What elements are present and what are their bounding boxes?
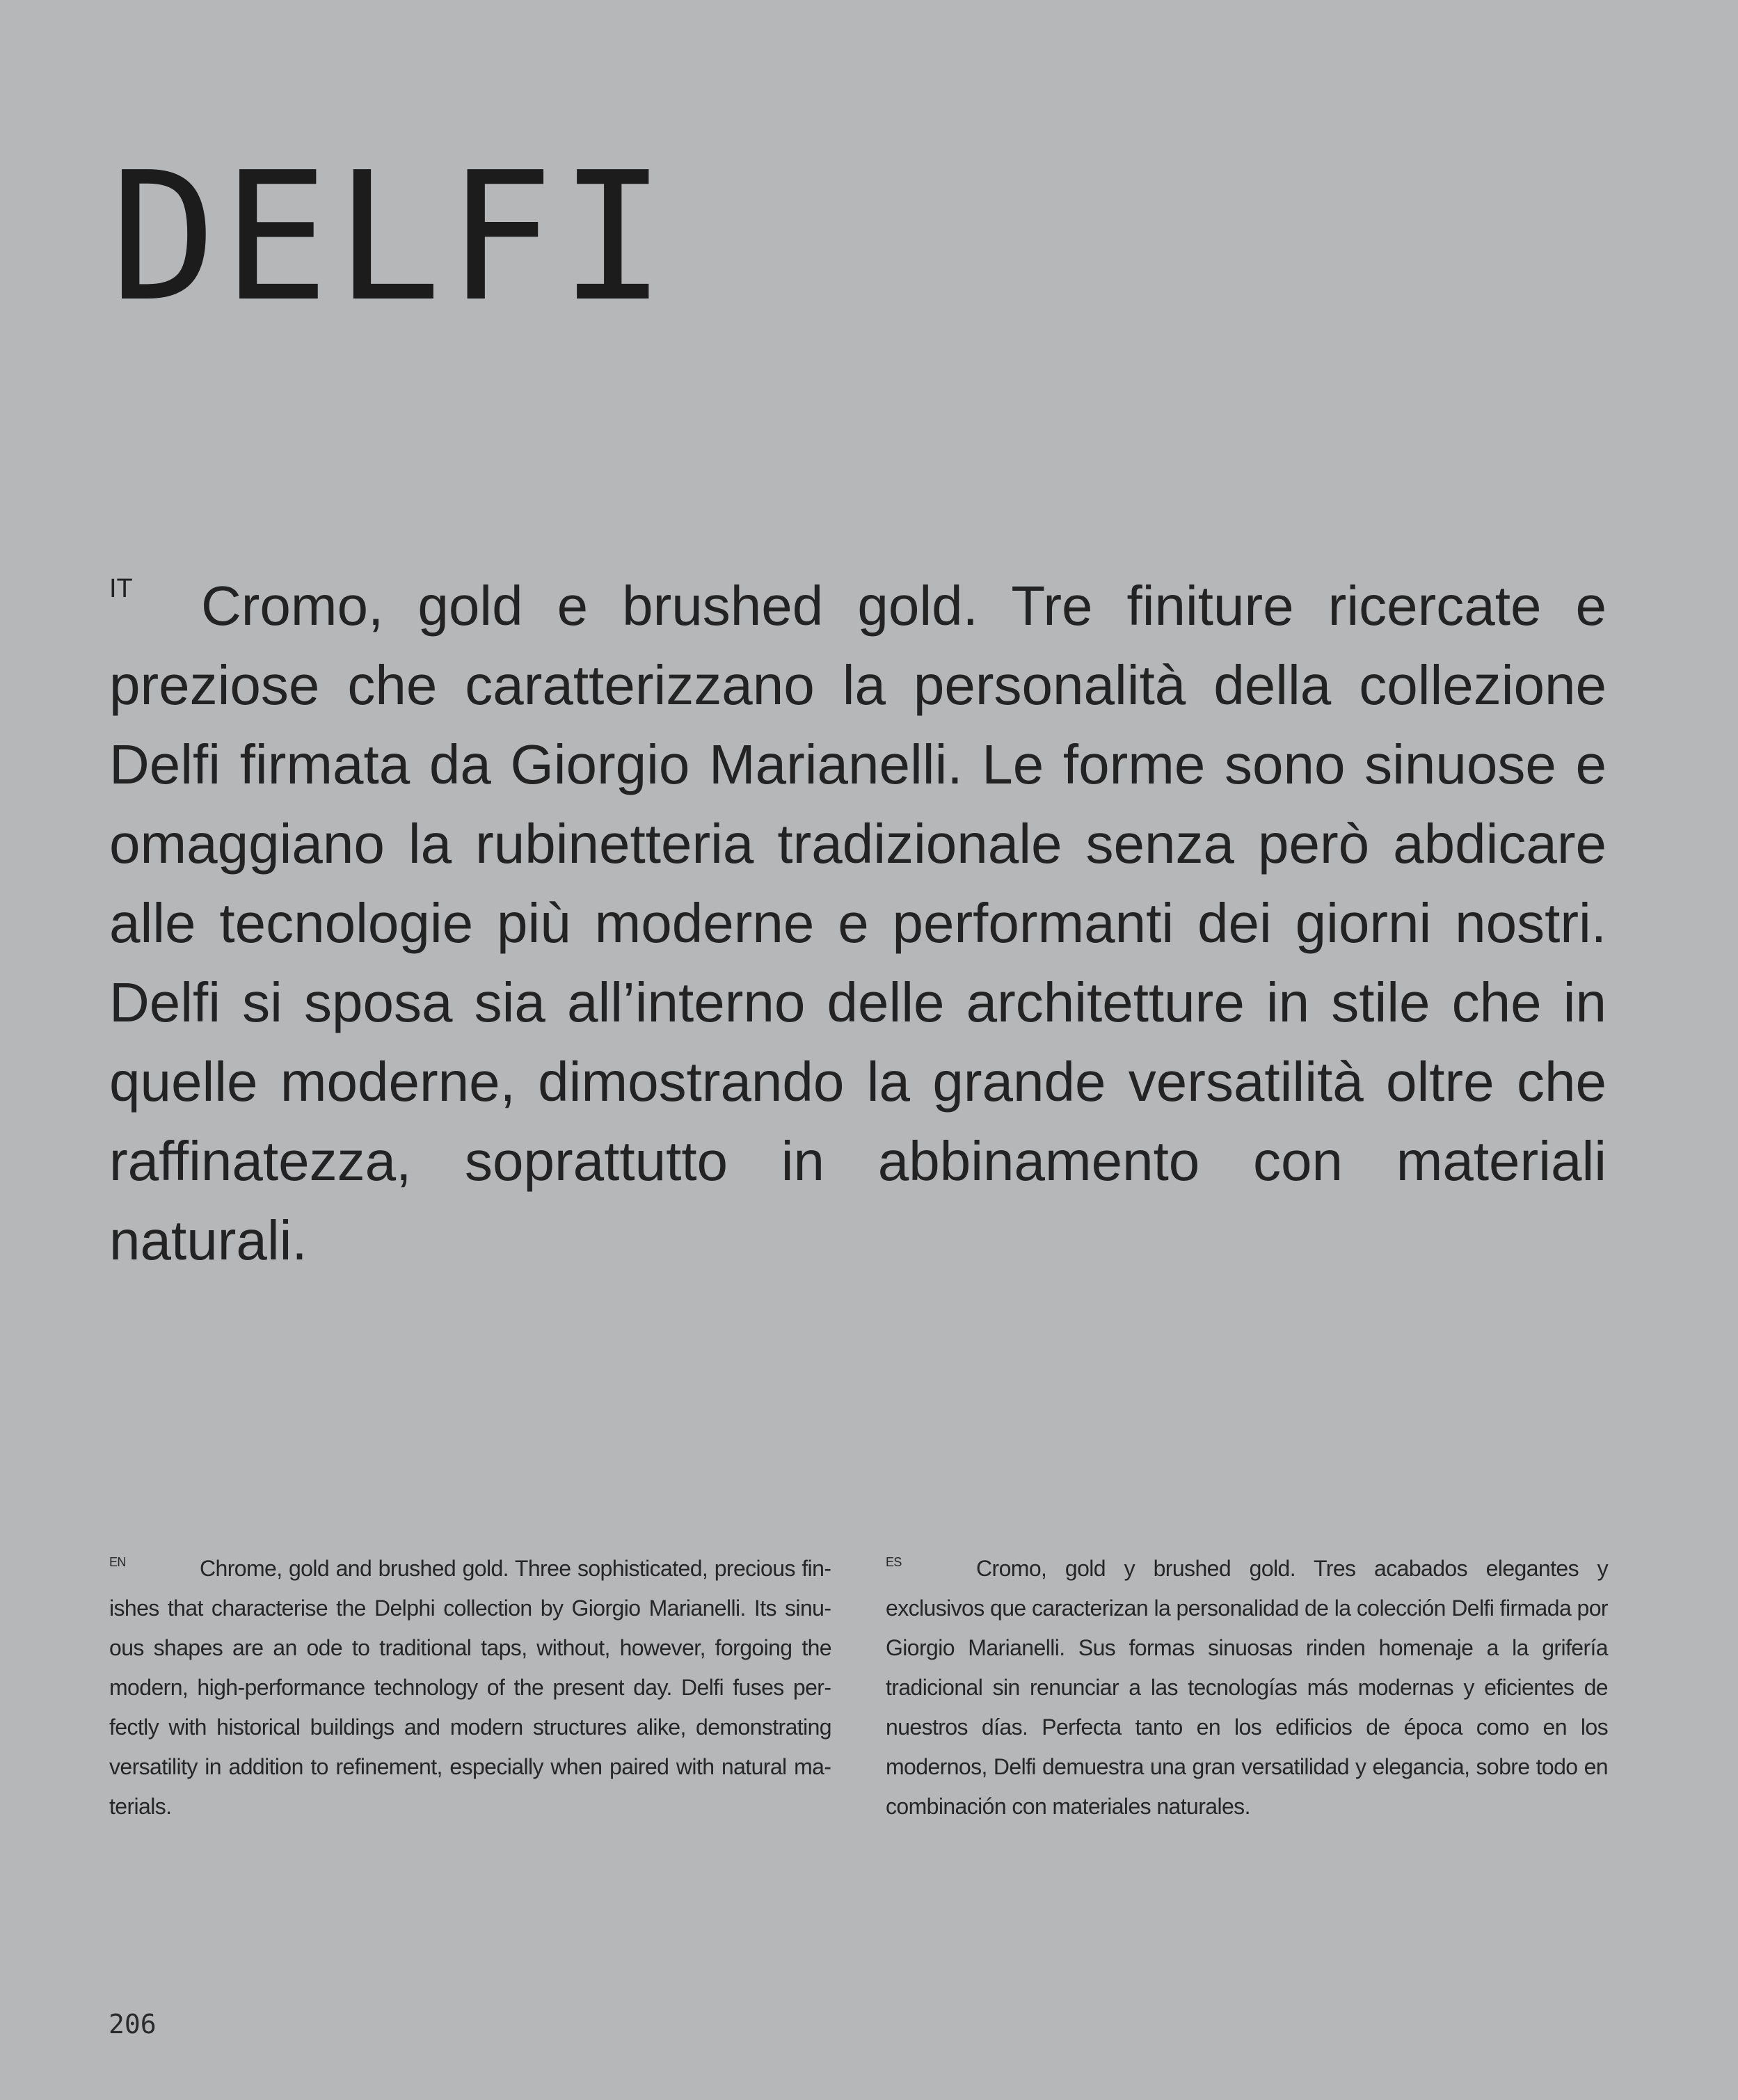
- spanish-description: ES Cromo, gold y brushed gold. Tres acabados elegantes y exclusivos que caracterizan la personalidad de la colección Delfi firmada por Giorgio Marianelli. Sus formas sinuosas rinden homenaje a la grifería tradicional sin renunciar a las tecnologías más modernas y eficientes de nuestros días. Perfecta tanto en los edificios de época como en los modernos, Delfi demuestra una gran versatilidad y elegancia, sobre todo en combinación con materiales naturales.: [886, 1555, 1608, 1819]
- italian-text: Cromo, gold e brushed gold. Tre finiture ricercate e preziose che caratterizzano la personalità della collezione Delfi firmata da Giorgio Marianelli. Le forme sono sinuose e omaggiano la rubinetteria tradizionale senza però abdicare alle tecnologie più moderne e performanti dei giorni nostri. Delfi si sposa sia all’interno delle architetture in stile che in quelle moderne, dimostrando la grande versatilità oltre che raffinatezza, soprattutto in abbinamento con materiali naturali.: [109, 575, 1607, 1271]
- italian-description: IT Cromo, gold e brushed gold. Tre finiture ricercate e preziose che caratterizzano la personalità della collezione Delfi firmata da Giorgio Marianelli. Le forme sono sinuose e omaggiano la rubinetteria tradizionale senza però abdicare alle tecnologie più moderne e performanti dei giorni nostri. Delfi si sposa sia all’interno delle architetture in stile che in quelle moderne, dimostrando la grande versatilità oltre che raffinatezza, soprattutto in abbinamento con materiali naturali.: [109, 574, 1607, 1271]
- english-text: Chrome, gold and brushed gold. Three sophisticated, precious finishes that characterise the Delphi collection by Giorgio Marianelli. Its sinuous shapes are an ode to traditional taps, without, however, forgoing the modern, high-performance technology of the present day. Delfi fuses perfectly with historical buildings and modern structures alike, demonstrating versatility in addition to refinement, especially when paired with natural materials.: [109, 1556, 831, 1819]
- spanish-text: Cromo, gold y brushed gold. Tres acabados elegantes y exclusivos que caracterizan la personalidad de la colección Delfi firmada por Giorgio Marianelli. Sus formas sinuosas rinden homenaje a la grifería tradicional sin renunciar a las tecnologías más modernas y eficientes de nuestros días. Perfecta tanto en los edificios de época como en los modernos, Delfi demuestra una gran versatilidad y elegancia, sobre todo en combinación con materiales naturales.: [886, 1556, 1608, 1819]
- english-description: EN Chrome, gold and brushed gold. Three sophisticated, precious finishes that characterise the Delphi collection by Giorgio Marianelli. Its sinuous shapes are an ode to traditional taps, without, however, forgoing the modern, high-performance technology of the present day. Delfi fuses perfectly with historical buildings and modern structures alike, demonstrating versatility in addition to refinement, especially when paired with natural materials.: [109, 1555, 831, 1819]
- page-number: 206: [109, 2009, 157, 2039]
- page-title: DELFI: [110, 134, 672, 341]
